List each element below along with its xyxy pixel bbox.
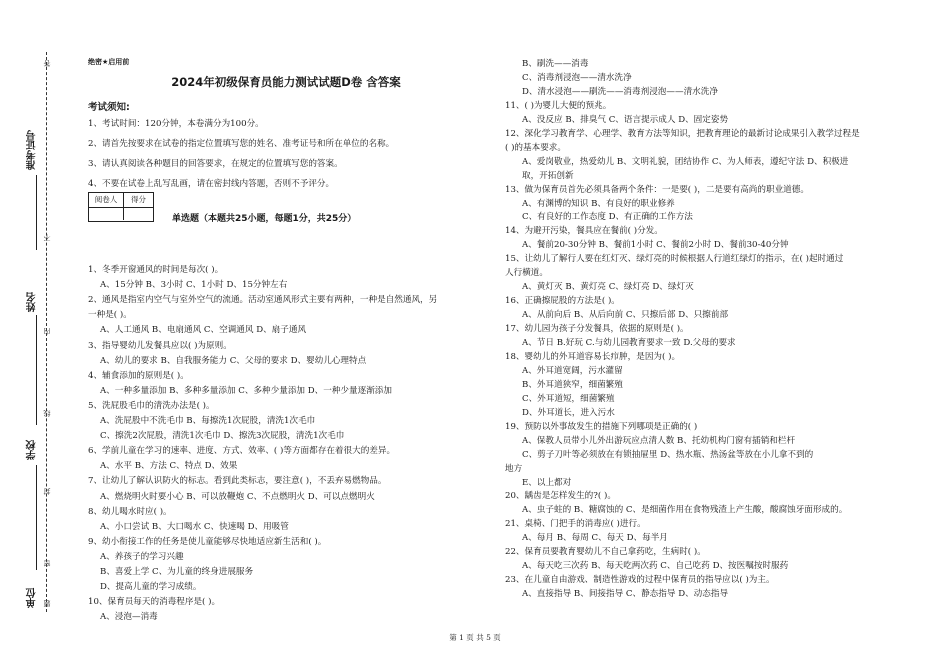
page-footer: 第 1 页 共 5 页: [449, 633, 501, 642]
exam-number-label: 准考证号: [27, 130, 38, 170]
answer-option-line: A、15分钟 B、3小时 C、1小时 D、15分钟左右: [100, 280, 288, 291]
answer-option-line: C、外耳道短，细菌繁殖: [522, 393, 615, 404]
answer-option-line: A、没反应 B、排臭气 C、语言提示成人 D、固定姿势: [522, 114, 729, 125]
question-line: 16、正确擦屁股的方法是( )。: [505, 296, 620, 307]
answer-option-line: D、清水浸泡——刷洗——消毒剂浸泡——清水洗净: [522, 86, 718, 97]
answer-option-line: A、餐前20-30分钟 B、餐前1小时 C、餐前2小时 D、餐前30-40分钟: [522, 240, 789, 251]
notice-item: 4、不要在试卷上乱写乱画，请在密封线内答题，否则不予评分。: [88, 179, 335, 189]
answer-option-line: A、从前向后 B、从后向前 C、只擦后部 D、只擦前部: [522, 310, 729, 321]
question-line: 取，开拓创新: [522, 170, 574, 181]
name-blank: [36, 315, 37, 425]
answer-option-line: A、养孩子的学习兴趣: [100, 551, 184, 562]
answer-option-line: A、每天吃三次药 B、每天吃两次药 C、自己吃药 D、按医嘱按时服药: [522, 561, 789, 572]
answer-option-line: C、擦洗2次屁股，清洗1次毛巾 D、擦洗3次屁股，清洗1次毛巾: [100, 431, 345, 442]
question-line: 3、指导婴幼儿发餐具应以( )为原则。: [88, 340, 232, 351]
score-label: 得分: [131, 195, 146, 204]
answer-option-line: A、燃烧明火时要小心 B、可以放鞭炮 C、不点燃明火 D、可以点燃明火: [100, 491, 375, 502]
question-line: 12、深化学习教育学、心理学、教育方法等知识，把教育理论的最新讨论成果引入教学过程是: [505, 128, 860, 139]
question-line: 6、学前儿童在学习的速率、进度、方式、效率、( )等方面都存在着很大的差异。: [88, 446, 396, 457]
question-line: ( )的基本要求。: [505, 142, 566, 153]
score-box: [88, 192, 154, 222]
answer-option-line: A、小口尝试 B、大口喝水 C、快速喝 D、用吸管: [100, 521, 289, 532]
question-line: 14、为避开污染，餐具应在餐前( )分发。: [505, 226, 663, 237]
answer-option-line: C、消毒剂浸泡——清水洗净: [522, 72, 632, 83]
question-line: 19、预防以外事故发生的措施下列哪项是正确的( ): [505, 421, 698, 432]
answer-option-line: C、有良好的工作态度 D、有正确的工作方法: [522, 212, 693, 223]
question-line: 21、桌椅、门把手的消毒应( )进行。: [505, 519, 646, 530]
grader-label: 阅卷人: [89, 193, 124, 207]
school-label: 学校: [27, 440, 38, 460]
question-line: 10、保育员每天的消毒程序是( )。: [88, 597, 221, 608]
answer-option-line: E、以上都对: [522, 477, 572, 488]
seal-mark: 线: [43, 410, 51, 417]
question-line: 23、在儿童自由游戏、制造性游戏的过程中保育员的指导应以( )为主。: [505, 575, 775, 586]
school-blank: [36, 465, 37, 570]
answer-option-line: A、爱岗敬业，热爱幼儿 B、文明礼貌，团结协作 C、为人师表，遵纪守法 D、积极进: [522, 156, 849, 167]
answer-option-line: A、直接指导 B、间接指导 C、静态指导 D、动态指导: [522, 589, 729, 600]
notice-item: 2、请首先按要求在试卷的指定位置填写您的姓名、准考证号和所在单位的名称。: [88, 139, 395, 149]
answer-option-line: B、刷洗——消毒: [522, 59, 589, 69]
unit-label: 单位: [27, 588, 38, 608]
answer-option-line: A、幼儿的要求 B、自我服务能力 C、父母的要求 D、婴幼儿心理特点: [100, 355, 367, 366]
answer-option-line: C、剪子刀叶等必须放在有锁抽屉里 D、热水瓶、热汤盆等放在小儿拿不到的: [522, 449, 814, 460]
answer-option-line: A、水平 B、方法 C、特点 D、效果: [100, 461, 238, 472]
question-line: 8、幼儿喝水时应( )。: [88, 506, 172, 517]
question-line: 11、( )为婴儿大便的预兆。: [505, 100, 612, 111]
seal-mark: 不: [43, 234, 51, 241]
name-label: 姓名: [27, 292, 38, 312]
question-line: 13、做为保育员首先必须具备两个条件：一是要( )，二是要有高尚的职业道德。: [505, 184, 809, 195]
seal-mark: 内: [43, 328, 51, 335]
answer-option-line: A、一种多量添加 B、多种多量添加 C、多种少量添加 D、一种少量逐渐添加: [100, 385, 392, 396]
seal-mark: 答: [43, 60, 51, 67]
exam-number-blank: [36, 175, 37, 250]
notice-item: 3、请认真阅读各种题目的回答要求，在规定的位置填写您的答案。: [88, 159, 343, 169]
question-line: 地方: [505, 463, 523, 474]
answer-option-line: A、外耳道宽阔，污水灌留: [522, 365, 623, 376]
seal-mark: 题: [43, 600, 51, 607]
answer-option-line: A、每月 B、每周 C、每天 D、每半月: [522, 533, 668, 544]
answer-option-line: A、有渊博的知识 B、有良好的职业修养: [522, 198, 675, 209]
question-line: 22、保育员要教育婴幼儿不自己拿药吃，生病时( )。: [505, 547, 706, 558]
answer-option-line: A、黄灯灭 B、黄灯亮 C、绿灯亮 D、绿灯灭: [522, 282, 694, 293]
answer-option-line: A、浸泡—消毒: [100, 612, 158, 623]
answer-option-line: B、外耳道狭窄，细菌繁殖: [522, 379, 623, 390]
answer-option-line: D、提高儿童的学习成绩。: [100, 582, 202, 593]
question-line: 7、让幼儿了解认识防火的标志。看到此类标志，要注意( )，不丢弃易燃物品。: [88, 476, 387, 487]
seal-mark: 密: [43, 560, 51, 567]
question-line: 18、婴幼儿的外耳道容易长疖肿，是因为( )。: [505, 351, 681, 362]
answer-option-line: A、人工通风 B、电扇通风 C、空调通风 D、扇子通风: [100, 325, 307, 336]
question-line: 15、让幼儿了解行人要在红灯灭、绿灯亮的时候根据人行道红绿灯的指示，在( )起时通过: [505, 254, 844, 265]
question-line: 20、龋齿是怎样发生的?( )。: [505, 491, 616, 502]
section-title: 单选题（本题共25小题，每题1分，共25分）: [172, 214, 357, 224]
notice-heading: 考试须知:: [88, 102, 130, 113]
question-line: 1、冬季开窗通风的时间是每次( )。: [88, 265, 224, 275]
question-line: 一种是( )。: [88, 310, 132, 321]
answer-option-line: A、节日 B.好玩 C.与幼儿园教育要求一致 D.父母的要求: [522, 338, 736, 348]
grader-cell[interactable]: [89, 207, 124, 220]
question-line: 5、洗屁股毛巾的清洗办法是( )。: [88, 400, 215, 411]
exam-title: 2024年初级保育员能力测试试题D卷 含答案: [171, 75, 401, 89]
question-line: 9、幼小衔接工作的任务是使儿童能够尽快地适应新生活和( )。: [88, 536, 327, 547]
question-line: 2、通风是指室内空气与室外空气的流通。活动室通风形式主要有两种，一种是自然通风，另: [88, 295, 438, 306]
answer-option-line: B、喜爱上学 C、为儿童的终身进展服务: [100, 567, 254, 577]
answer-option-line: D、外耳道长，进入污水: [522, 407, 615, 418]
seal-mark: 封: [43, 488, 51, 495]
question-line: 人行横道。: [505, 268, 548, 279]
answer-option-line: A、虫子蛀的 B、糖腐蚀的 C、是细菌作用在食物残渣上产生酸，酸腐蚀牙面形成的。: [522, 505, 848, 516]
answer-option-line: A、洗屁股中不洗毛巾 B、每擦洗1次屁股，清洗1次毛巾: [100, 416, 316, 426]
answer-option-line: A、保教人员带小儿外出游玩应点清人数 B、托幼机构门窗有插销和栏杆: [522, 435, 796, 446]
confidential-mark: 绝密★启用前: [88, 58, 130, 66]
notice-item: 1、考试时间：120分钟，本卷满分为100分。: [88, 119, 264, 129]
binding-margin: [0, 0, 62, 671]
question-line: 4、辅食添加的原则是( )。: [88, 370, 189, 381]
question-line: 17、幼儿园为孩子分发餐具，依据的原则是( )。: [505, 324, 689, 335]
score-cell[interactable]: [124, 207, 153, 221]
